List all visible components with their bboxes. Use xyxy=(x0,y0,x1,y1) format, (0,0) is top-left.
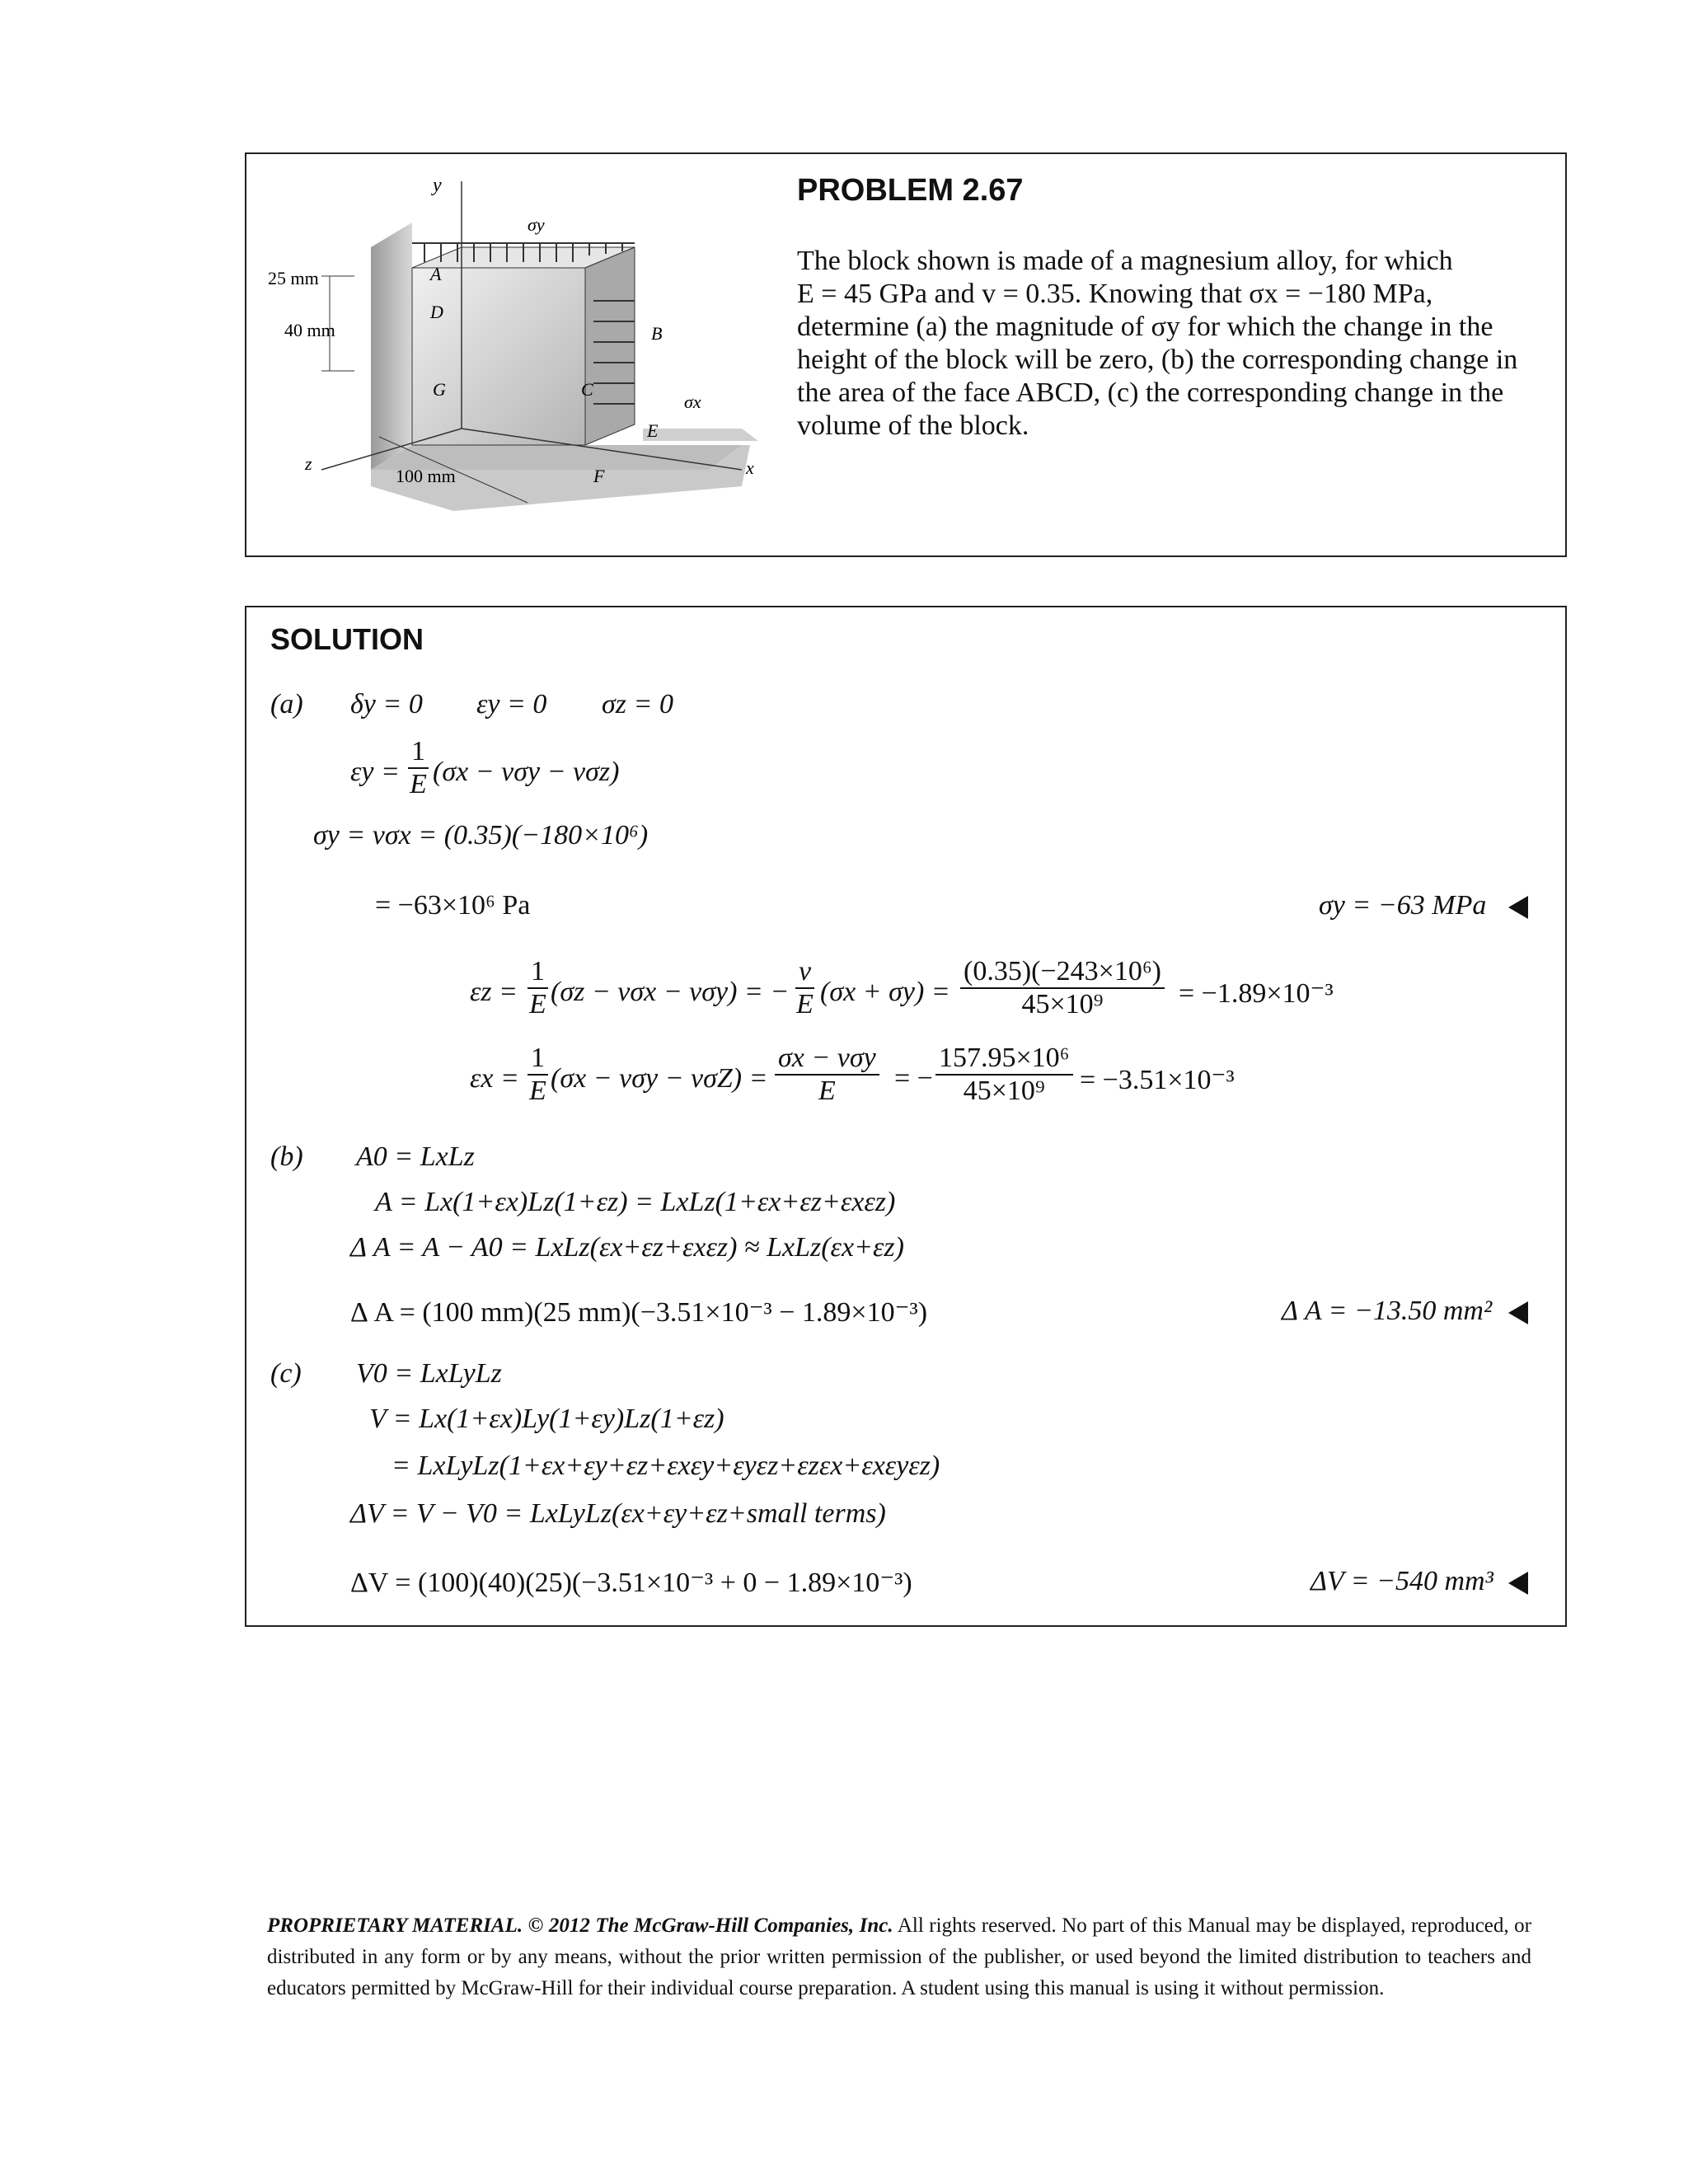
a-delta-y: δy = 0 xyxy=(350,689,423,719)
sigma-x-label: σx xyxy=(684,391,701,412)
ez-num2: v xyxy=(795,956,814,989)
c-eq3: = LxLyLz(1+εx+εy+εz+εxεy+εyεz+εzεx+εxεyεz) xyxy=(392,1451,940,1481)
ex-result: = −3.51×10⁻³ xyxy=(1080,1065,1235,1095)
solution-title: SOLUTION xyxy=(270,622,424,656)
dim-100mm: 100 mm xyxy=(396,466,456,486)
ez-mid2: (σx + σy) = xyxy=(820,977,950,1007)
point-f-label: F xyxy=(593,466,605,486)
ez-den1: E xyxy=(529,989,546,1019)
a-eq1-lhs: εy = xyxy=(350,757,400,787)
point-c-label: C xyxy=(581,379,593,400)
a-sigma-z: σz = 0 xyxy=(602,689,673,719)
ex-num3: 157.95×10⁶ xyxy=(935,1043,1073,1076)
problem-line-6: volume of the block. xyxy=(797,410,1029,441)
ez-frac2 xyxy=(795,956,814,1020)
ez-num3: (0.35)(−243×10⁶) xyxy=(960,956,1165,989)
point-a-label: A xyxy=(430,264,442,284)
ex-mid: (σx − vσy − vσZ) = xyxy=(551,1063,768,1094)
axis-z-label: z xyxy=(305,453,312,474)
a-epsilon-y: εy = 0 xyxy=(476,689,547,719)
b-eq4: Δ A = (100 mm)(25 mm)(−3.51×10⁻³ − 1.89×10⁻³) xyxy=(350,1297,928,1328)
footer-text: All rights reserved. No part of this Manual may be displayed, reproduced, or distributed in any form or by any means, without the prior written permission of the publisher, or used beyond the limited distribution to teachers and educators permitted by McGraw-Hill for their individual course preparation. A student using this manual is using it without permission. xyxy=(267,1915,1531,1999)
a-eq2: σy = vσx = (0.35)(−180×10⁶) xyxy=(313,820,649,851)
ex-lhs: εx = xyxy=(470,1063,519,1094)
ez-mid: (σz − vσx − vσy) = − xyxy=(551,977,790,1007)
ez-result: = −1.89×10⁻³ xyxy=(1179,978,1334,1009)
problem-title: PROBLEM 2.67 xyxy=(797,173,1024,208)
c-eq5: ΔV = (100)(40)(25)(−3.51×10⁻³ + 0 − 1.89×10⁻³) xyxy=(350,1568,912,1598)
block-figure xyxy=(247,157,775,519)
a-eq1-frac xyxy=(408,736,429,800)
part-b-label: (b) xyxy=(270,1141,303,1172)
a-eq1-rhs: (σx − vσy − vσz) xyxy=(433,757,620,787)
problem-line-3: determine (a) the magnitude of σy for which the change in the xyxy=(797,312,1493,342)
ex-den3: 45×10⁹ xyxy=(963,1076,1045,1106)
ez-den2: E xyxy=(796,989,814,1019)
part-c-label: (c) xyxy=(270,1358,302,1389)
c-eq1: V0 = LxLyLz xyxy=(356,1358,502,1389)
problem-line-2: E = 45 GPa and v = 0.35. Knowing that σx = −180 MPa, xyxy=(797,279,1433,309)
ez-den3: 45×10⁹ xyxy=(1021,989,1104,1019)
ez-frac3 xyxy=(960,956,1165,1020)
ex-mid2: = − xyxy=(894,1063,933,1094)
problem-line-5: the area of the face ABCD, (c) the corresponding change in the xyxy=(797,377,1504,408)
dim-40mm: 40 mm xyxy=(284,320,335,340)
answer-marker-icon xyxy=(1508,1301,1528,1324)
b-answer: Δ A = −13.50 mm² xyxy=(1282,1296,1493,1326)
point-g-label: G xyxy=(433,379,446,400)
point-d-label: D xyxy=(430,302,443,322)
answer-marker-icon xyxy=(1508,896,1528,919)
answer-marker-icon xyxy=(1508,1572,1528,1595)
ez-num1: 1 xyxy=(528,956,548,989)
problem-line-4: height of the block will be zero, (b) the corresponding change in xyxy=(797,344,1518,375)
ex-num1: 1 xyxy=(528,1043,548,1076)
axis-x-label: x xyxy=(746,457,754,478)
ex-num2: σx − vσy xyxy=(775,1043,879,1076)
a-eq1-num: 1 xyxy=(408,736,429,769)
b-eq3: Δ A = A − A0 = LxLz(εx+εz+εxεz) ≈ LxLz(εx+εz) xyxy=(350,1232,904,1263)
copyright-footer xyxy=(267,1910,1531,2004)
problem-line-1: The block shown is made of a magnesium alloy, for which xyxy=(797,246,1453,276)
a-eq1-den: E xyxy=(410,769,427,799)
ez-lhs: εz = xyxy=(470,977,518,1007)
c-eq4: ΔV = V − V0 = LxLyLz(εx+εy+εz+small terms) xyxy=(350,1498,886,1529)
point-b-label: B xyxy=(651,323,663,344)
c-answer: ΔV = −540 mm³ xyxy=(1311,1566,1493,1596)
sigma-y-label: σy xyxy=(528,214,545,235)
point-e-label: E xyxy=(647,420,659,441)
ez-frac1 xyxy=(528,956,548,1020)
c-eq2: V = Lx(1+εx)Ly(1+εy)Lz(1+εz) xyxy=(369,1404,724,1434)
ex-frac2 xyxy=(775,1043,879,1107)
b-eq1: A0 = LxLz xyxy=(356,1141,475,1172)
part-a-label: (a) xyxy=(270,689,303,719)
block-front-face xyxy=(412,268,585,445)
problem-statement xyxy=(797,245,1531,443)
a-eq3: = −63×10⁶ Pa xyxy=(375,890,531,921)
dim-25mm: 25 mm xyxy=(268,268,319,288)
footer-bold: PROPRIETARY MATERIAL. © 2012 The McGraw-Hill Companies, Inc. xyxy=(267,1915,893,1937)
ex-frac1 xyxy=(528,1043,548,1107)
b-eq2: A = Lx(1+εx)Lz(1+εz) = LxLz(1+εx+εz+εxεz) xyxy=(375,1187,896,1217)
ex-frac3 xyxy=(935,1043,1073,1107)
ex-den1: E xyxy=(529,1076,546,1106)
ex-den2: E xyxy=(818,1076,836,1106)
axis-y-label: y xyxy=(433,175,442,196)
a-answer: σy = −63 MPa xyxy=(1319,890,1487,921)
wall xyxy=(371,223,412,470)
